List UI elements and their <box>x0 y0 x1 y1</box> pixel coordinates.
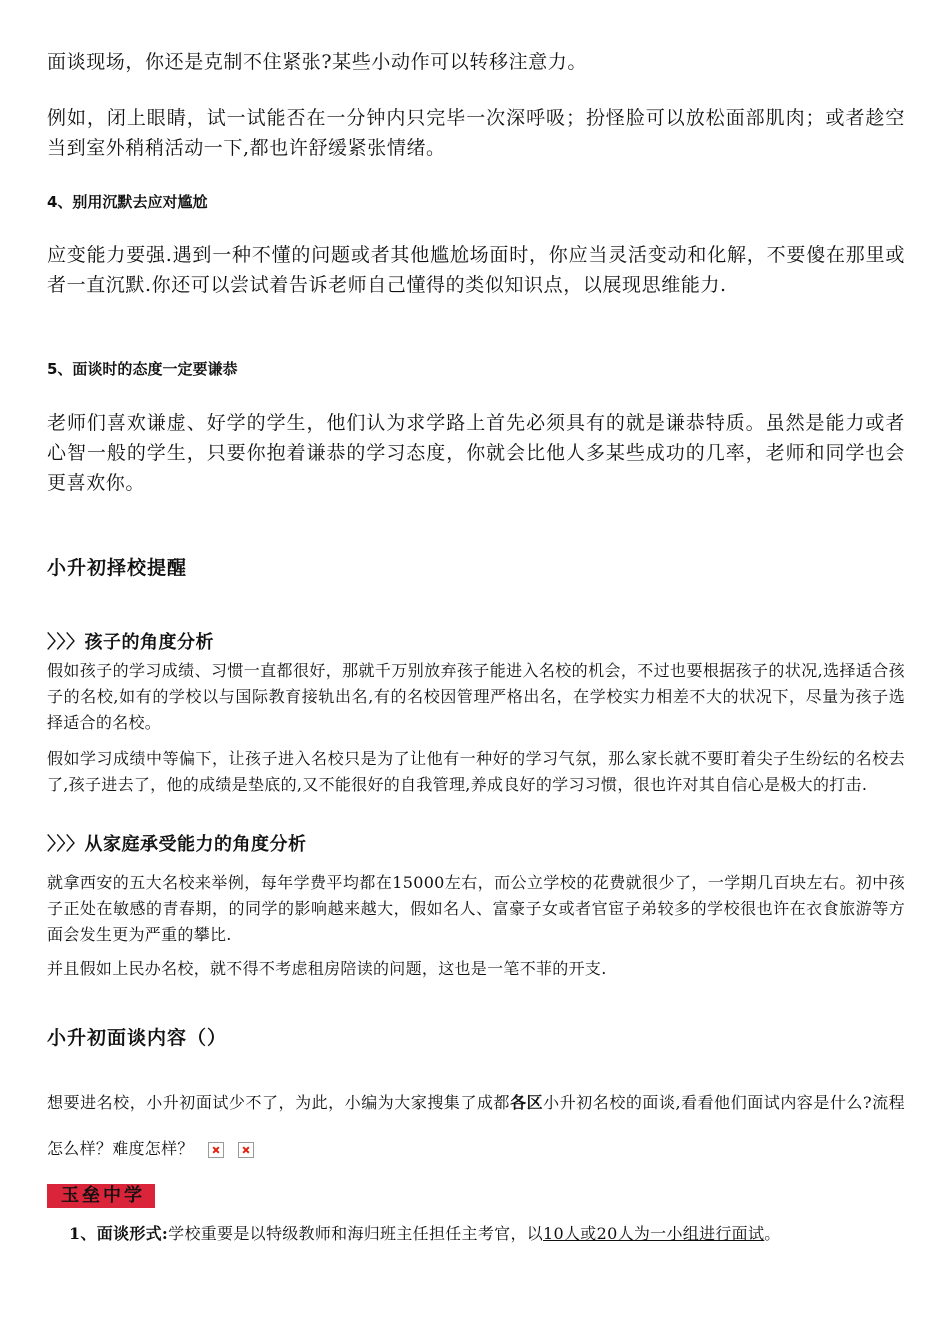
paragraph-5: 老师们喜欢谦虚、好学的学生，他们认为求学路上首先必须具有的就是谦恭特质。虽然是能力或者心智一般的学生，只要你抱着谦恭的学习态度，你就会比他人多某些成功的几率，老师和同学也会更喜欢你。 <box>47 412 905 494</box>
interview-form-label: 1、面谈形式: <box>69 1224 169 1243</box>
subheading-child-analysis: 〉〉〉孩子的角度分析 <box>47 632 214 653</box>
heading-5: 5、面谈时的态度一定要谦恭 <box>47 360 238 378</box>
paragraph-child-1: 假如孩子的学习成绩、习惯一直都很好，那就千万别放弃孩子能进入名校的机会，不过也要根据孩子的状况,选择适合孩子的名校,如有的学校以与国际教育接轨出名,有的名校因管理严格出名，在学校实力相差不大的状况下，尽量为孩子选择适合的名校。 <box>47 661 905 732</box>
broken-image-icon <box>208 1142 224 1158</box>
broken-image-icon <box>238 1142 254 1158</box>
interview-intro-text-a: 想要进名校，小升初面试少不了，为此，小编为大家搜集了成都 <box>47 1093 511 1112</box>
section-title-interview: 小升初面谈内容（） <box>47 1027 228 1049</box>
subheading-family-analysis: 〉〉〉从家庭承受能力的角度分析 <box>47 834 307 855</box>
paragraph-4: 应变能力要强.遇到一种不懂的问题或者其他尴尬场面时，你应当灵活变动和化解，不要傻在那里或者一直沉默.你还可以尝试着告诉老师自己懂得的类似知识点，以展现思维能力. <box>47 244 905 296</box>
paragraph-tension: 面谈现场，你还是克制不住紧张?某些小动作可以转移注意力。 <box>47 51 587 73</box>
paragraph-interview-form <box>47 1220 905 1248</box>
section-title-school-choice: 小升初择校提醒 <box>47 557 188 579</box>
paragraph-family-2: 并且假如上民办名校，就不得不考虑租房陪读的问题，这也是一笔不菲的开支. <box>47 959 607 978</box>
paragraph-family-1: 就拿西安的五大名校来举例，每年学费平均都在15000左右，而公立学校的花费就很少了，一学期几百块左右。初中孩子正处在敏感的青春期，的同学的影响越来越大，假如名人、富豪子女或者官宦子弟较多的学校很也许在衣食旅游等方面会发生更为严重的攀比. <box>47 873 905 944</box>
interview-form-end: 。 <box>764 1224 781 1243</box>
heading-4: 4、别用沉默去应对尴尬 <box>47 193 208 211</box>
interview-form-text: 学校重要是以特级教师和海归班主任担任主考官，以 <box>168 1224 544 1243</box>
school-tag-label: 玉垒中学 <box>47 1184 155 1208</box>
paragraph-child-2: 假如学习成绩中等偏下，让孩子进入名校只是为了让他有一种好的学习气氛，那么家长就不要盯着尖子生纷纭的名校去了,孩子进去了，他的成绩是垫底的,又不能很好的自我管理,养成良好的学习习惯，很也许对其自信心是极大的打击. <box>47 749 905 794</box>
paragraph-example: 例如，闭上眼睛，试一试能否在一分钟内只完毕一次深呼吸；扮怪脸可以放松面部肌肉；或者趁空当到室外稍稍活动一下,都也许舒缓紧张情绪。 <box>47 107 905 159</box>
interview-form-underlined: 10人或20人为一小组进行面试 <box>543 1224 765 1243</box>
school-tag-row <box>47 1184 905 1208</box>
interview-intro-bold: 各区 <box>510 1093 544 1112</box>
interview-intro-text-b: 小升初名校的面谈,看看他们面试内容是什么?流程怎么样？难度怎样？ <box>47 1093 905 1158</box>
paragraph-interview-intro <box>47 1080 905 1172</box>
